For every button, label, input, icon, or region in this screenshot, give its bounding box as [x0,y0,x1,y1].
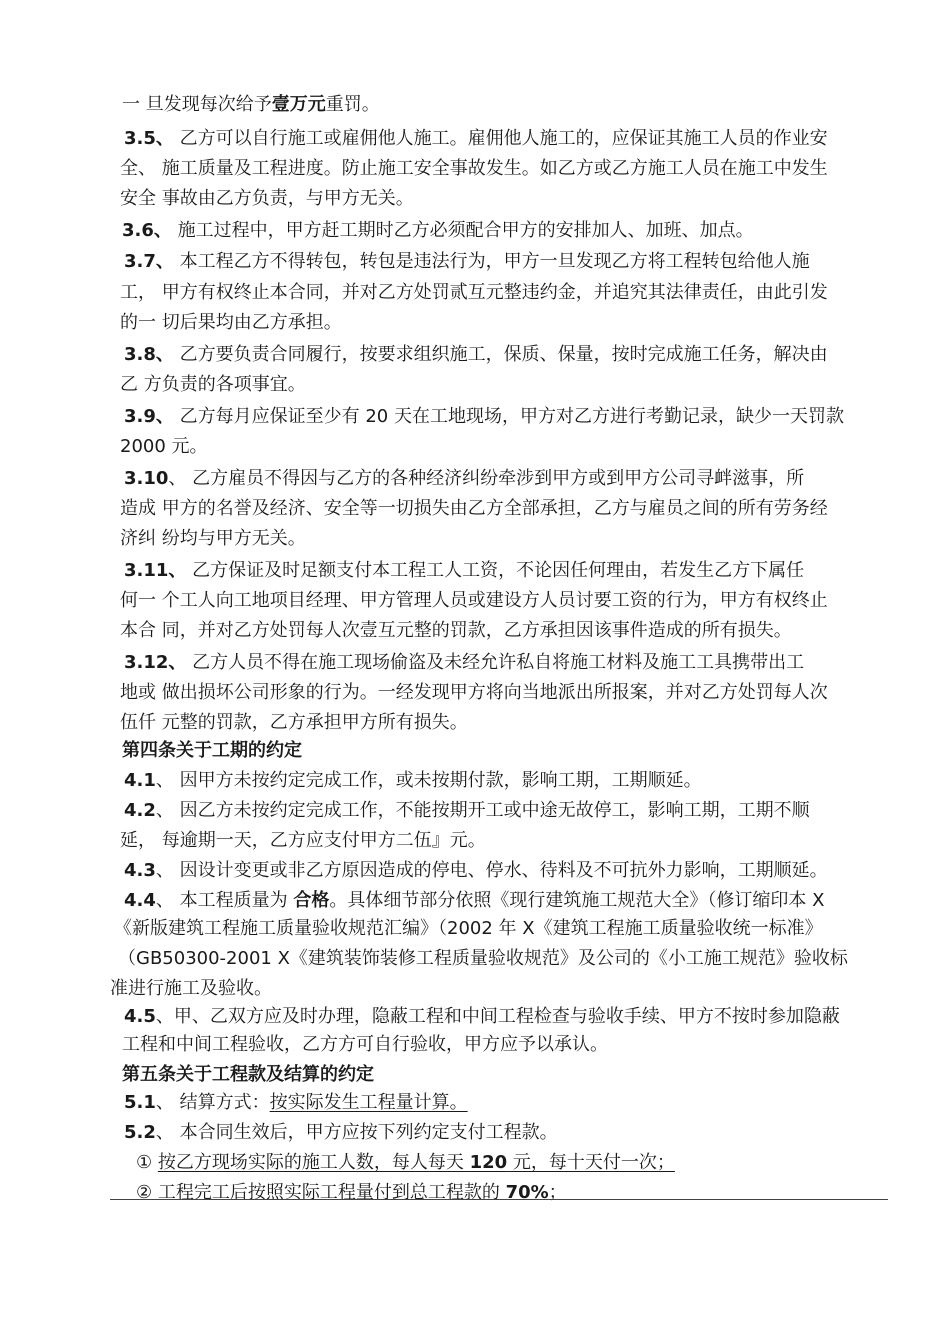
text-line [120,310,342,336]
text-segment: 元，每十天付一次； [507,1152,675,1173]
text-line [120,828,486,854]
text-segment: 地或 做出损坏公司形象的行为。一经发现甲方将向当地派出所报案，并对乙方处罚每人次 [120,682,828,703]
text-segment: 《新版建筑工程施工质量验收规范汇编》（2002 年 X《建筑工程施工质量验收统一标准》 [114,918,823,939]
text-segment: 伍仟 元整的罚款，乙方承担甲方所有损失。 [120,712,468,733]
text-segment: 全、 施工质量及工程进度。防止施工安全事故发生。如乙方或乙方施工人员在施工中发生 [120,158,828,179]
text-segment: 70% [505,1182,549,1203]
text-segment: 4.2 [124,800,156,821]
text-segment: 、 因设计变更或非乙方原因造成的停电、停水、待料及不可抗外力影响，工期顺延。 [155,860,828,881]
text-segment: 延， 每逾期一天，乙方应支付甲方二伍』元。 [120,830,486,851]
text-segment: （GB50300-2001 X《建筑装饰装修工程质量验收规范》及公司的《小工施工规范》验收标 [118,948,848,969]
text-line [124,126,828,152]
text-segment: 2000 元。 [120,436,208,457]
text-line [120,618,792,644]
text-segment: ② 工程完工后按照实际工程量付到总工程款的 [136,1182,506,1203]
text-segment: ； [548,1182,567,1203]
text-segment: 5.2 [124,1122,156,1143]
text-line [120,680,828,706]
text-segment: 济纠 纷均与甲方无关。 [120,528,306,549]
text-segment: 、 因甲方未按约定完成工作，或未按期付款，影响工期，工期顺延。 [155,770,702,791]
text-segment: 3.12、 [124,652,187,673]
text-line [120,156,828,182]
text-segment: 、 结算方式： [155,1092,270,1113]
text-segment: 、 本工程质量为 [155,890,294,911]
text-line [124,558,804,584]
text-segment: 壹万元 [271,94,326,115]
text-segment: 。具体细节部分依照《现行建筑施工规范大全》（修订缩印本 X [329,890,825,911]
text-line [136,1180,567,1206]
text-segment: 何一 个工人向工地项目经理、甲方管理人员或建设方人员讨要工资的行为，甲方有权终止 [120,590,828,611]
text-segment: 4.5 [124,1006,156,1027]
text-line [136,1150,675,1176]
text-line [122,738,302,764]
text-segment: 乙方人员不得在施工现场偷盗及未经允许私自将施工材料及施工工具携带出工 [186,652,805,673]
text-line [124,798,810,824]
text-line [122,1062,374,1088]
text-segment: 按实际发生工程量计算。 [269,1092,468,1113]
text-segment: 、 乙方雇员不得因与乙方的各种经济纠纷牵涉到甲方或到甲方公司寻衅滋事，所 [168,468,805,489]
text-segment: 安全 事故由乙方负责，与甲方无关。 [120,188,414,209]
text-segment: 乙方可以自行施工或雇佣他人施工。雇佣他人施工的，应保证其施工人员的作业安 [173,128,828,149]
text-segment: 3.7、 [124,251,174,272]
text-segment: 乙方保证及时足额支付本工程工人工资，不论因任何理由，若发生乙方下属任 [186,560,805,581]
text-line [120,372,306,398]
text-segment: 按乙方现场实际的施工人数，每人每天 [157,1152,470,1173]
text-segment: 本工程乙方不得转包，转包是违法行为，甲方一旦发现乙方将工程转包给他人施 [173,251,810,272]
text-line [124,1120,558,1146]
text-line [114,916,823,942]
text-segment: 乙方要负责合同履行，按要求组织施工，保质、保量，按时完成施工任务，解决由 [173,344,828,365]
text-line [124,404,844,430]
text-line [120,434,208,460]
text-segment: 工程和中间工程验收，乙方方可自行验收，甲方应予以承认。 [122,1034,608,1055]
text-segment: 3.10 [124,468,169,489]
text-segment: 造成 甲方的名誉及经济、安全等一切损失由乙方全部承担，乙方与雇员之间的所有劳务经 [120,498,828,519]
text-line [124,650,804,676]
text-line [118,946,848,972]
text-segment: 3.5、 [124,128,174,149]
text-line [124,1004,840,1030]
text-line [122,218,754,244]
text-line [120,526,306,552]
text-line [110,976,272,1002]
text-segment: 5.1 [124,1092,156,1113]
text-line [124,342,828,368]
text-segment: 工， 甲方有权终止本合同，并对乙方处罚贰互元整违约金，并追究其法律责任，由此引发 [120,282,828,303]
text-line [124,768,702,794]
text-line [124,858,828,884]
text-line [124,888,824,914]
text-segment: 3.6、 [122,220,172,241]
text-segment: 准进行施工及验收。 [110,978,272,999]
text-segment: 施工过程中，甲方赶工期时乙方必须配合甲方的安排加人、加班、加点。 [171,220,754,241]
text-segment: 120 [469,1152,508,1173]
text-segment: 、 本合同生效后，甲方应按下列约定支付工程款。 [155,1122,558,1143]
text-line [124,1090,468,1116]
text-line [124,466,804,492]
text-segment: 3.9、 [124,406,174,427]
text-line [120,496,828,522]
text-line [122,1032,608,1058]
text-segment: 4.3 [124,860,156,881]
text-segment: 3.11、 [124,560,187,581]
text-segment: 乙方每月应保证至少有 20 天在工地现场，甲方对乙方进行考勤记录，缺少一天罚款 [173,406,844,427]
text-segment: 、 因乙方未按约定完成工作，不能按期开工或中途无故停工，影响工期，工期不顺 [155,800,810,821]
text-segment: 乙 方负责的各项事宜。 [120,374,306,395]
text-line [120,710,468,736]
text-segment: ① [136,1152,158,1173]
text-line [120,588,828,614]
text-line [122,92,380,118]
text-segment: 第五条关于工程款及结算的约定 [122,1064,374,1085]
footer-rule [110,1199,888,1200]
text-line [120,186,414,212]
text-segment: 本合 同，并对乙方处罚每人次壹互元整的罚款，乙方承担因该事件造成的所有损失。 [120,620,792,641]
text-segment: 4.1 [124,770,156,791]
text-segment: 重罚。 [325,94,380,115]
text-line [124,249,810,275]
text-segment: 、甲、乙双方应及时办理，隐蔽工程和中间工程检查与验收手续、甲方不按时参加隐蔽 [155,1006,840,1027]
text-segment: 3.8、 [124,344,174,365]
text-segment: 一 旦发现每次给予 [122,94,272,115]
text-segment: 合格 [293,890,330,911]
text-line [120,280,828,306]
text-segment: 第四条关于工期的约定 [122,740,302,761]
text-segment: 的一 切后果均由乙方承担。 [120,312,342,333]
text-segment: 4.4 [124,890,156,911]
